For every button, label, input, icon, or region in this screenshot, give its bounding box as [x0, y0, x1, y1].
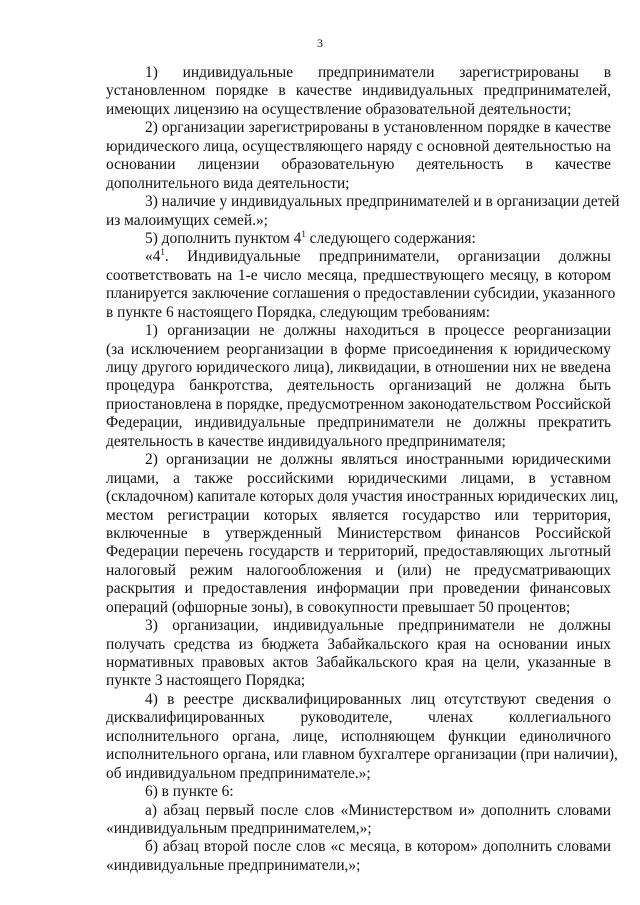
text-line-content: 4) в реестре дисквалифицированных лиц отсутствуют сведения о	[145, 690, 611, 708]
text-line-content: планируется заключение соглашения о предоставлении субсидии, указанного	[106, 285, 616, 303]
text-line	[106, 414, 611, 432]
text-line	[106, 691, 611, 709]
text-line	[106, 119, 611, 137]
text-line-content: включенные в утвержденный Министерством финансов Российской	[106, 524, 611, 542]
text-line	[106, 580, 611, 598]
text-line	[106, 728, 611, 746]
text-line	[106, 654, 611, 672]
text-line-content: в пункте 6 настоящего Порядка, следующим требованиям:	[106, 303, 491, 321]
text-line	[106, 709, 611, 727]
text-line-content: Федерации, индивидуальные предприниматели не должны прекратить	[106, 414, 611, 432]
text-line-content: 1) индивидуальные предприниматели зарегистрированы в	[145, 64, 611, 81]
page-number: 3	[317, 36, 323, 50]
text-line-continuation: следующего содержания:	[305, 229, 476, 247]
text-line	[106, 175, 611, 193]
text-line-content: (за исключением реорганизации в форме присоединения к юридическому	[106, 340, 611, 358]
text-line	[106, 82, 611, 100]
text-line-content: б) абзац второй после слов «с месяца, в котором» дополнить словами	[145, 838, 611, 856]
text-line	[106, 562, 611, 580]
text-line	[106, 156, 611, 174]
text-line	[106, 285, 616, 303]
text-line-content: приостановлена в порядке, предусмотренном законодательством Российской	[106, 395, 611, 413]
text-line	[106, 617, 611, 635]
text-line-content: налоговый режим налогообложения и (или) не предусматривающих	[106, 561, 611, 579]
text-line-content: «индивидуальные предприниматели,»;	[106, 856, 361, 874]
text-line	[106, 212, 611, 230]
text-line-content: 2) организации не должны являться иностранными юридическими	[145, 451, 611, 469]
text-line	[106, 525, 611, 543]
text-line-content: 1) организации не должны находиться в процессе реорганизации	[145, 322, 611, 340]
text-line	[106, 304, 611, 322]
superscript-index: 1	[160, 247, 165, 258]
text-line-content: юридического лица, осуществляющего наряду с основной деятельностью на	[106, 137, 611, 155]
superscript-index: 1	[301, 228, 306, 239]
text-line	[106, 433, 611, 451]
text-line-content: дисквалифицированных руководителе, членах коллегиального	[106, 709, 611, 727]
text-line-content: местом регистрации которых является государство или территория,	[106, 506, 611, 524]
text-line-content: деятельность в качестве индивидуального предпринимателя;	[106, 432, 506, 450]
text-line-content: лицу другого юридического лица), ликвидации, в отношении них не введена	[106, 359, 611, 376]
text-line-content: установленном порядке в качестве индивидуальных предпринимателей,	[106, 82, 611, 100]
text-line-content: 3) организации, индивидуальные предприниматели не должны	[145, 617, 611, 635]
text-line	[106, 746, 618, 764]
text-line	[106, 599, 611, 617]
text-line	[106, 451, 611, 469]
text-line	[106, 359, 611, 377]
text-line-content: об индивидуальном предпринимателе.»;	[106, 764, 371, 782]
text-line	[106, 820, 611, 838]
text-line-content: 3) наличие у индивидуальных предпринимателей и в организации детей	[145, 193, 620, 211]
text-line	[106, 193, 620, 211]
text-line-content: исполнительного органа, или главном бухгалтере организации (при наличии),	[106, 746, 618, 764]
text-line-content: получать средства из бюджета Забайкальского края на основании иных	[106, 635, 611, 653]
text-line-content: «4	[145, 248, 161, 266]
text-line-content: исполнительного органа, лице, исполняющем функции единоличного	[106, 727, 611, 745]
text-line-content: «индивидуальным предпринимателем,»;	[106, 819, 372, 837]
text-line-content: а) абзац первый после слов «Министерством и» дополнить словами	[145, 801, 611, 819]
text-line	[106, 802, 611, 820]
text-line-content: дополнительного вида деятельности;	[106, 174, 350, 192]
text-line	[106, 267, 611, 285]
text-line-content: лицами, а также российскими юридическими лицами, в уставном	[106, 469, 611, 487]
text-line-content: из малоимущих семей.»;	[106, 211, 268, 229]
text-line	[106, 857, 611, 875]
text-line	[106, 783, 611, 801]
text-line	[106, 636, 611, 654]
text-line-content: раскрытия и предоставления информации при проведении финансовых	[106, 580, 611, 598]
text-line-content: пункте 3 настоящего Порядка;	[106, 672, 306, 690]
text-line-content: имеющих лицензию на осуществление образовательной деятельности;	[106, 100, 572, 118]
text-line-content: процедура банкротства, деятельность организаций не должна быть	[106, 377, 611, 395]
text-line	[106, 248, 611, 266]
text-line	[106, 396, 611, 414]
text-line-content: нормативных правовых актов Забайкальского края на цели, указанные в	[106, 654, 611, 671]
text-line	[106, 838, 611, 856]
text-line	[106, 765, 611, 783]
text-line-content: основании лицензии образовательную деятельность в качестве	[106, 156, 611, 174]
text-line	[106, 138, 611, 156]
text-line	[106, 64, 611, 82]
text-line-content: 5) дополнить пунктом 4	[145, 229, 302, 247]
text-line-content: 2) организации зарегистрированы в установленном порядке в качестве	[145, 119, 611, 137]
text-line	[106, 377, 611, 395]
text-line-content: операций (офшорные зоны), в совокупности превышает 50 процентов;	[106, 598, 571, 616]
text-line	[106, 543, 611, 561]
text-line	[106, 341, 611, 359]
text-line	[106, 488, 619, 506]
text-line-content: соответствовать на 1-е число месяца, предшествующего месяцу, в котором	[106, 266, 611, 284]
text-line-content: 6) в пункте 6:	[145, 783, 234, 801]
text-line	[106, 230, 611, 248]
text-line-continuation: . Индивидуальные предприниматели, организации должны	[164, 248, 611, 266]
text-line	[106, 101, 611, 119]
text-line	[106, 470, 611, 488]
text-line	[106, 507, 611, 525]
text-line-content: Федерации перечень государств и территорий, предоставляющих льготный	[106, 543, 611, 561]
text-line	[106, 672, 611, 690]
document-body	[106, 64, 620, 875]
text-line	[106, 322, 611, 340]
text-line-content: (складочном) капитале которых доля участия иностранных юридических лиц,	[106, 488, 619, 506]
